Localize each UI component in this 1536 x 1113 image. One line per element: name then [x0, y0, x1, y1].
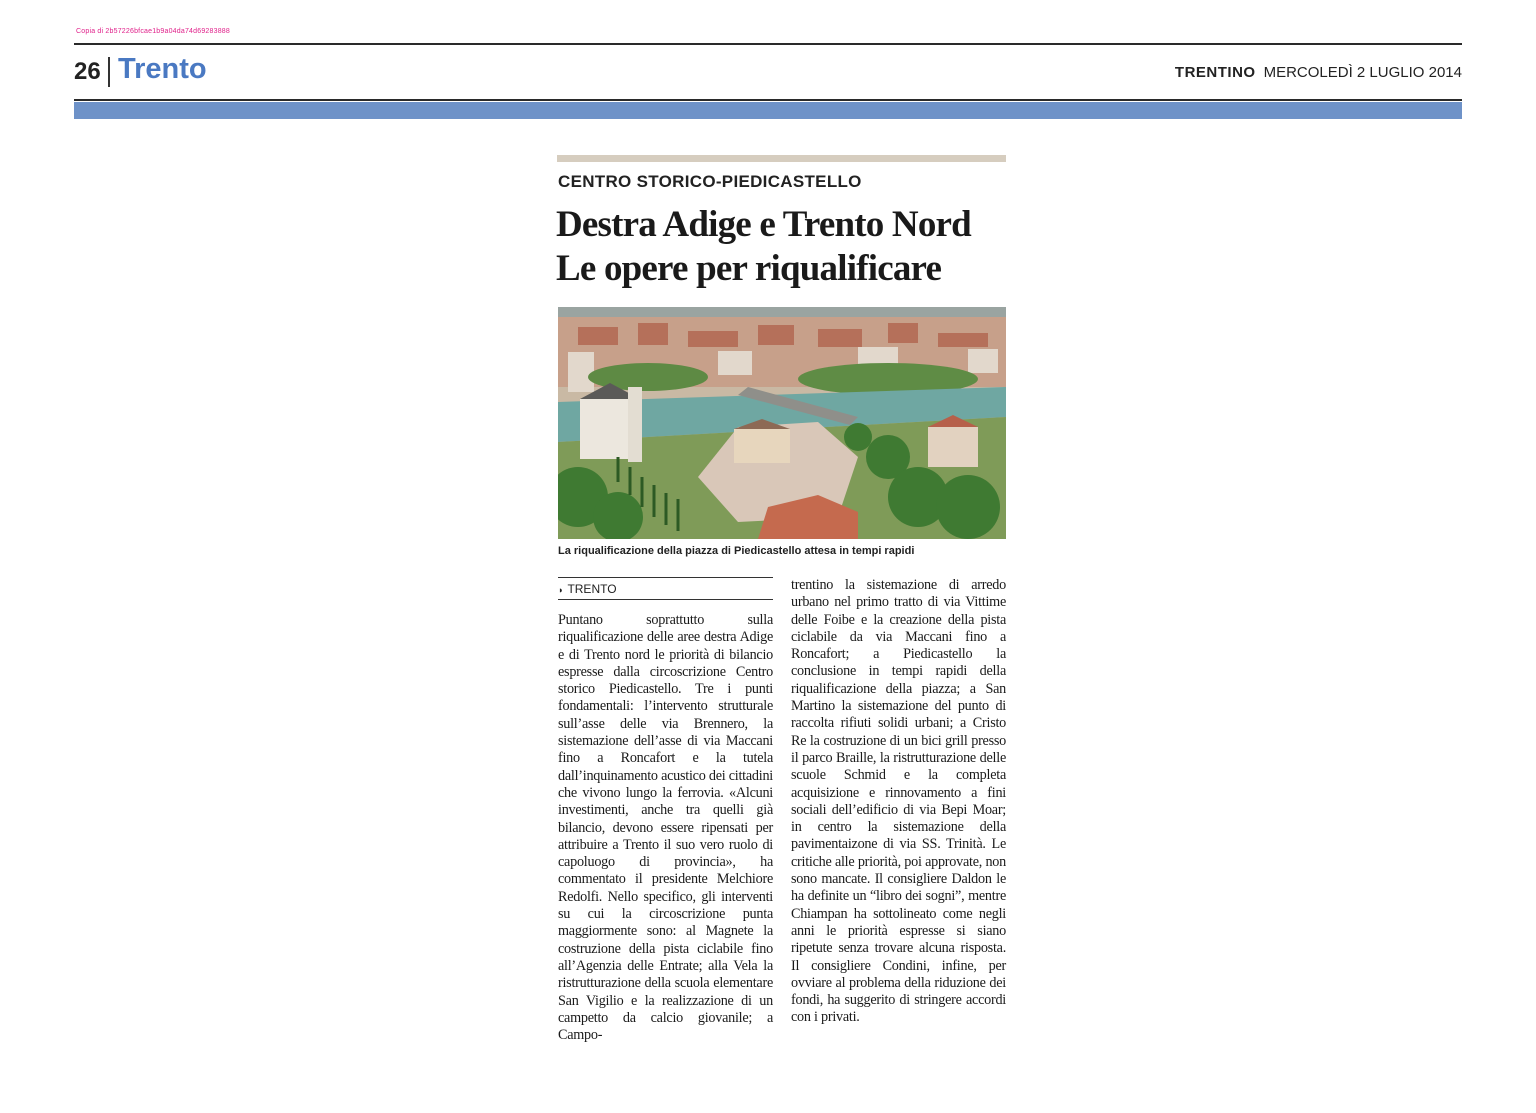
body-column-left: Puntano soprattutto sulla riqualificazione delle aree destra Adige e di Trento nord le priorità di bilancio espresse dalla circoscrizione Centro storico Piedicastello. Tre i punti fondamentali: l’intervento strutturale sull’asse delle via Brennero, la sistemazione dell’asse di via Maccani fino a Roncafort e la tutela dall’inquinamento acustico dei cittadini che vivono lungo la ferrovia. «Alcuni investimenti, anche tra quelli già bilancio, devono essere ripensati per attribuire a Trento il suo vero ruolo di capoluogo di provincia», ha commentato il presidente Melchiore Redolfi. Nello specifico, gli interventi su cui la circoscrizione punta maggiormente sono: al Magnete la costruzione della pista ciclabile fino all’Agenzia delle Entrate; alla Vela la ristrutturazione della scuola elementare San Vigilio e la realizzazione di un campetto da calcio giovanile; a Campo- [558, 612, 773, 1044]
page-separator [108, 57, 110, 87]
dateline-marker-icon: ◗ [558, 585, 564, 595]
copy-notice: Copia di 2b57226bfcae1b9a04da74d69283888 [76, 28, 230, 35]
headline-line-1: Destra Adige e Trento Nord [556, 204, 971, 245]
top-rule [74, 43, 1462, 45]
header-rule [74, 99, 1462, 101]
kicker-bar [557, 155, 1006, 162]
issue-date: MERCOLEDÌ 2 LUGLIO 2014 [1263, 64, 1462, 81]
newspaper-name: TRENTINO [1174, 64, 1256, 81]
masthead [1175, 64, 1462, 81]
dateline-rule-bottom [558, 599, 773, 600]
article-photo [558, 307, 1006, 539]
body-column-right: trentino la sistemazione di arredo urbano nel primo tratto di via Vittime delle Foibe e la creazione della pista ciclabile da via Maccani fino a Roncafort; a Piedicastello la conclusione in tempi rapidi della riqualificazione della piazza; a San Martino la sistemazione del punto di raccolta rifiuti solidi urbani; a Cristo Re la costruzione di un bici grill presso il parco Braille, la ristrutturazione delle scuole Schmid e la completa acquisizione e rinnovamento a fini sociali dell’edificio di via Bepi Moar; in centro la sistemazione della pavimentaizone di via SS. Trinità. Le critiche alle priorità, poi approvate, non sono mancate. Il consigliere Daldon le ha definite un “libro dei sogni”, mentre Chiampan ha sottolineato come negli anni le priorità espresse si siano ripetute senza trovare alcuna risposta. Il consigliere Condini, infine, per ovviare al problema della riduzione dei fondi, ha suggerito di stringere accordi con i privati. [791, 577, 1006, 1026]
section-color-band [74, 102, 1462, 119]
dateline [558, 582, 617, 596]
dateline-rule-top [558, 577, 773, 578]
photo-caption: La riqualificazione della piazza di Piedicastello attesa in tempi rapidi [558, 545, 915, 557]
headline-line-2: Le opere per riqualificare [556, 248, 942, 289]
article-kicker: CENTRO STORICO-PIEDICASTELLO [558, 172, 862, 191]
page-number: 26 [74, 58, 101, 85]
dateline-text: TRENTO [567, 582, 617, 596]
article-headline [556, 203, 1026, 291]
section-title: Trento [118, 53, 207, 85]
